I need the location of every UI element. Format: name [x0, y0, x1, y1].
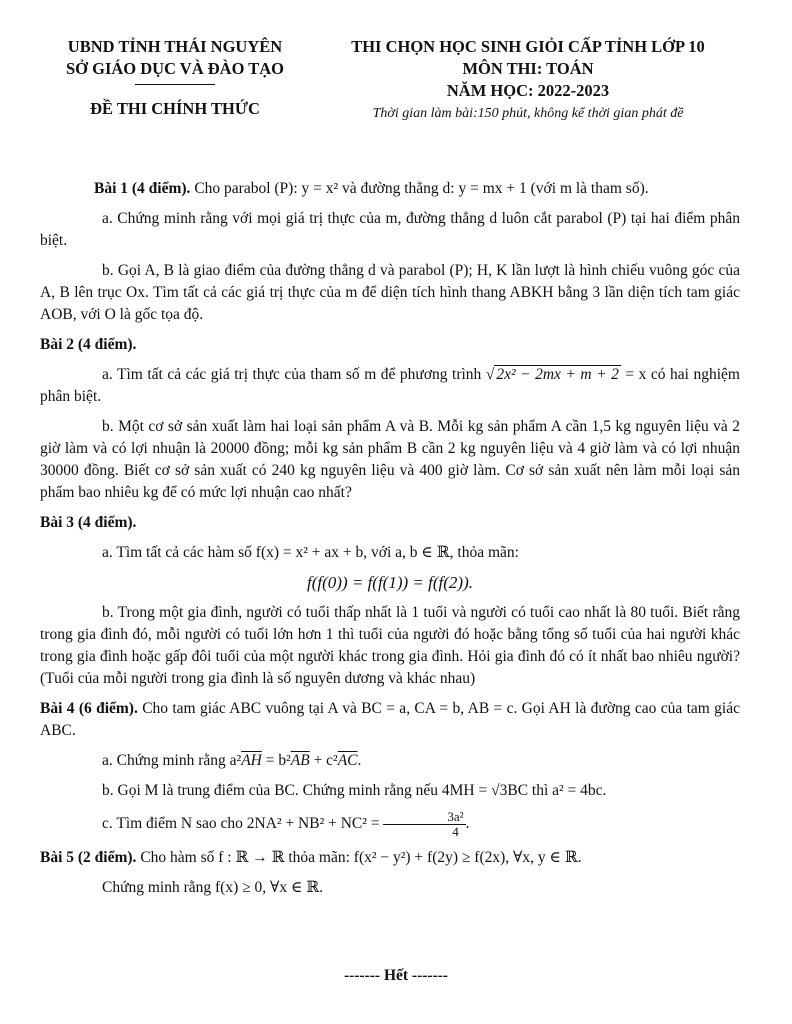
problem-5-prove: Chứng minh rằng f(x) ≥ 0, ∀x ∈ ℝ.: [102, 879, 324, 896]
problem-1-statement: Cho parabol (P): y = x² và đường thẳng d: y = mx + 1 (với m là tham số).: [194, 180, 649, 197]
problem-1-title: Bài 1 (4 điểm).: [94, 180, 191, 197]
problem-5-statement: Cho hàm số f : ℝ → ℝ thỏa mãn: f(x² − y²) + f(2y) ≥ f(2x), ∀x, y ∈ ℝ.: [140, 849, 582, 866]
problem-4-statement: Cho tam giác ABC vuông tại A và BC = a, CA = b, AB = c. Gọi AH là đường cao của tam giác ABC.: [40, 700, 740, 739]
problem-4a-mid2: + c²: [309, 752, 338, 769]
problem-2-title: Bài 2 (4 điểm).: [40, 336, 137, 353]
fraction-denominator: 4: [452, 824, 459, 839]
problem-4a-mid1: = b²: [261, 752, 291, 769]
problem-3b: b. Trong một gia đình, người có tuổi thấp nhất là 1 tuổi và người có tuổi cao nhất là 80 tuổi. Biết rằng trong gia đình đó, mỗi người có tuổi lớn hơn 1 thì tuổi của người đó hoặc bằng tổng số tuổi của hai người khác trong gia đình hoặc gấp đôi tuổi của một người khác trong gia đình. Hỏi gia đình đó có ít nhất bao nhiêu người? (Tuổi của mỗi người trong gia đình là số nguyên dương và khác nhau): [40, 604, 740, 687]
problem-4-intro: [40, 698, 740, 742]
problem-4c-end: .: [465, 815, 470, 833]
problem-2a: a. Tìm tất cả các giá trị thực của tham số m để phương trình √ 2x² − 2mx + m + 2 = x có hai nghiệm phân biệt.: [40, 366, 740, 405]
problem-3a: a. Tìm tất cả các hàm số f(x) = x² + ax + b, với a, b ∈ ℝ, thỏa mãn:: [102, 544, 519, 561]
problem-2b: b. Một cơ sở sản xuất làm hai loại sản phẩm A và B. Mỗi kg sản phẩm A cần 1,5 kg nguyên liệu và 2 giờ làm và có lợi nhuận là 20000 đồng; mỗi kg sản phẩm B cần 2 kg nguyên liệu và 4 giờ làm và có lợi nhuận 30000 đồng. Biết cơ sở sản xuất có 240 kg nguyên liệu và 400 giờ làm. Cơ sở sản xuất nên làm mỗi loại sản phẩm bao nhiêu kg để có mức lợi nhuận cao nhất?: [40, 418, 740, 501]
problem-2a-text: a. Tìm tất cả các giá trị thực của tham số m để phương trình: [102, 366, 486, 383]
problem-1a: a. Chứng minh rằng với mọi giá trị thực của m, đường thẳng d luôn cắt parabol (P) tại hai điểm phân biệt.: [40, 210, 740, 249]
problem-4a-end: .: [357, 752, 362, 769]
problem-3-title: Bài 3 (4 điểm).: [40, 514, 137, 531]
school-year: NĂM HỌC: 2022-2023: [446, 81, 610, 100]
problem-4a-text: a. Chứng minh rằng a²: [102, 752, 242, 769]
fraction: [383, 810, 465, 839]
province-committee: UBND TỈNH THÁI NGUYÊN: [67, 37, 283, 56]
vector-ah: $\overline{AH}$: [241, 752, 262, 769]
problem-1-intro: [40, 178, 740, 200]
problem-4c: [40, 810, 740, 839]
end-marker: ------- Hết -------: [343, 967, 449, 984]
vector-ab: $\overline{AB}$: [290, 752, 310, 769]
official-exam-label: ĐỀ THI CHÍNH THỨC: [90, 99, 260, 118]
exam-body: [40, 178, 740, 907]
problem-4c-text: c. Tìm điểm N sao cho 2NA² + NB² + NC² =: [102, 815, 384, 833]
problem-4a: [40, 750, 740, 772]
problem-5-intro: [40, 847, 740, 869]
issuer-block: [40, 36, 310, 119]
exam-header: [0, 0, 792, 140]
vector-ac: $\overline{AC}$: [337, 752, 358, 769]
problem-2a-radicand: 2x² − 2mx + m + 2: [496, 366, 619, 383]
subject: MÔN THI: TOÁN: [462, 59, 594, 78]
problem-4b: b. Gọi M là trung điểm của BC. Chứng minh rằng nếu 4MH = √3BC thì a² = 4bc.: [102, 782, 607, 799]
problem-4-title: Bài 4 (6 điểm).: [40, 700, 138, 717]
fraction-numerator: 3a²: [383, 810, 465, 825]
exam-name: THI CHỌN HỌC SINH GIỎI CẤP TỈNH LỚP 10: [351, 37, 705, 56]
problem-3a-equation: f(f(0)) = f(f(1)) = f(f(2)).: [307, 573, 473, 592]
header-divider: [135, 84, 215, 85]
problem-5-title: Bài 5 (2 điểm).: [40, 849, 137, 866]
time-allowed: Thời gian làm bài:150 phút, không kể thời gian phát đề: [372, 106, 684, 121]
education-department: SỞ GIÁO DỤC VÀ ĐÀO TẠO: [65, 59, 285, 78]
problem-2a-tail: = x có hai nghiệm phân biệt.: [40, 366, 740, 405]
problem-1b: b. Gọi A, B là giao điểm của đường thẳng d và parabol (P); H, K lần lượt là hình chiếu vuông góc của A, B lên trục Ox. Tìm tất cả các giá trị thực của m để diện tích hình thang ABKH bằng 3 lần diện tích tam giác AOB, với O là gốc tọa độ.: [40, 262, 740, 323]
exam-info-block: [318, 36, 738, 122]
